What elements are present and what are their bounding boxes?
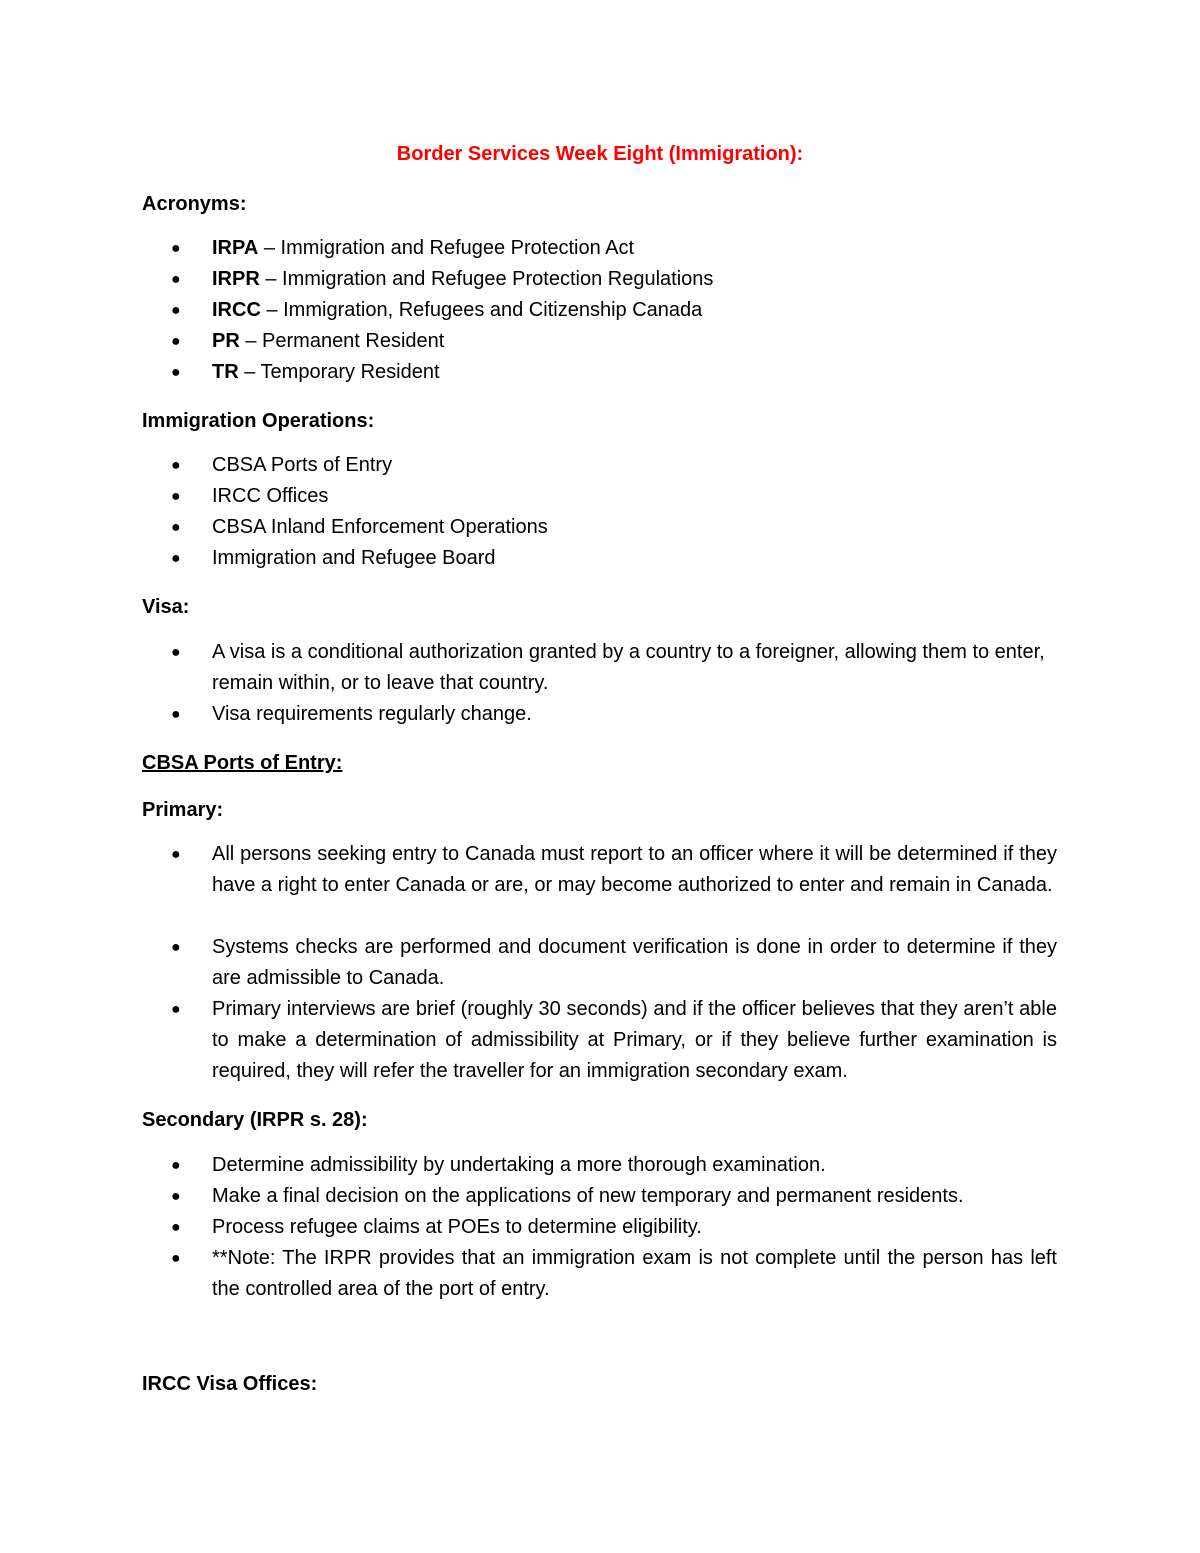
bullet-icon: ● <box>171 271 181 288</box>
bullet-icon: ● <box>171 1001 181 1018</box>
list-item: A visa is a conditional authorization granted by a country to a foreigner, allowing them to enter, remain within, or to leave that country. <box>212 641 1045 694</box>
bullet-icon: ● <box>171 644 181 661</box>
primary-heading: Primary: <box>142 799 224 821</box>
acronym-definition: – Permanent Resident <box>239 330 445 352</box>
list-item: CBSA Ports of Entry <box>212 454 393 476</box>
secondary-heading: Secondary (IRPR s. 28): <box>142 1109 368 1131</box>
acronym-definition: – Immigration and Refugee Protection Act <box>258 237 635 259</box>
list-item <box>212 295 1057 326</box>
acronym-definition: – Temporary Resident <box>238 361 440 383</box>
list-item: IRCC Offices <box>212 485 329 507</box>
acronyms-heading: Acronyms: <box>142 193 247 215</box>
bullet-icon: ● <box>171 550 181 567</box>
acronym-definition: – Immigration, Refugees and Citizenship Canada <box>260 299 703 321</box>
acronym-definition: – Immigration and Refugee Protection Regulations <box>259 268 714 290</box>
acronym-term: PR <box>212 330 240 352</box>
ircc-visa-offices-heading: IRCC Visa Offices: <box>142 1373 318 1395</box>
list-item: Systems checks are performed and document verification is done in order to determine if they are admissible to Canada. <box>212 936 1057 989</box>
list-item: Primary interviews are brief (roughly 30 seconds) and if the officer believes that they aren’t able to make a determination of admissibility at Primary, or if they believe further examination is required, they will refer the traveller for an immigration secondary exam. <box>212 998 1057 1082</box>
document-title: Border Services Week Eight (Immigration): <box>396 143 804 165</box>
list-item <box>212 264 1057 295</box>
bullet-icon: ● <box>171 1188 181 1205</box>
bullet-icon: ● <box>171 333 181 350</box>
bullet-icon: ● <box>171 457 181 474</box>
bullet-icon: ● <box>171 488 181 505</box>
list-item <box>212 357 1057 388</box>
bullet-icon: ● <box>171 706 181 723</box>
bullet-icon: ● <box>171 364 181 381</box>
list-item: Process refugee claims at POEs to determine eligibility. <box>212 1216 702 1238</box>
acronym-term: IRPR <box>212 268 260 290</box>
list-item: All persons seeking entry to Canada must report to an officer where it will be determined if they have a right to enter Canada or are, or may become authorized to enter and remain in Canada. <box>212 843 1057 896</box>
bullet-icon: ● <box>171 240 181 257</box>
acronym-term: IRCC <box>212 299 261 321</box>
bullet-icon: ● <box>171 846 181 863</box>
operations-heading: Immigration Operations: <box>142 410 375 432</box>
list-item: Determine admissibility by undertaking a more thorough examination. <box>212 1154 826 1176</box>
list-item <box>212 233 1057 264</box>
list-item: Visa requirements regularly change. <box>212 703 532 725</box>
list-item: **Note: The IRPR provides that an immigration exam is not complete until the person has left the controlled area of the port of entry. <box>212 1247 1057 1300</box>
list-item: Immigration and Refugee Board <box>212 547 496 569</box>
bullet-icon: ● <box>171 939 181 956</box>
ports-of-entry-heading: CBSA Ports of Entry: <box>142 752 343 774</box>
acronym-term: TR <box>212 361 239 383</box>
bullet-icon: ● <box>171 1219 181 1236</box>
bullet-icon: ● <box>171 519 181 536</box>
visa-heading: Visa: <box>142 596 190 618</box>
list-item <box>212 326 1057 357</box>
list-item: CBSA Inland Enforcement Operations <box>212 516 548 538</box>
bullet-icon: ● <box>171 302 181 319</box>
bullet-icon: ● <box>171 1250 181 1267</box>
bullet-icon: ● <box>171 1157 181 1174</box>
acronym-term: IRPA <box>212 237 259 259</box>
list-item: Make a final decision on the applications of new temporary and permanent residents. <box>212 1185 964 1207</box>
